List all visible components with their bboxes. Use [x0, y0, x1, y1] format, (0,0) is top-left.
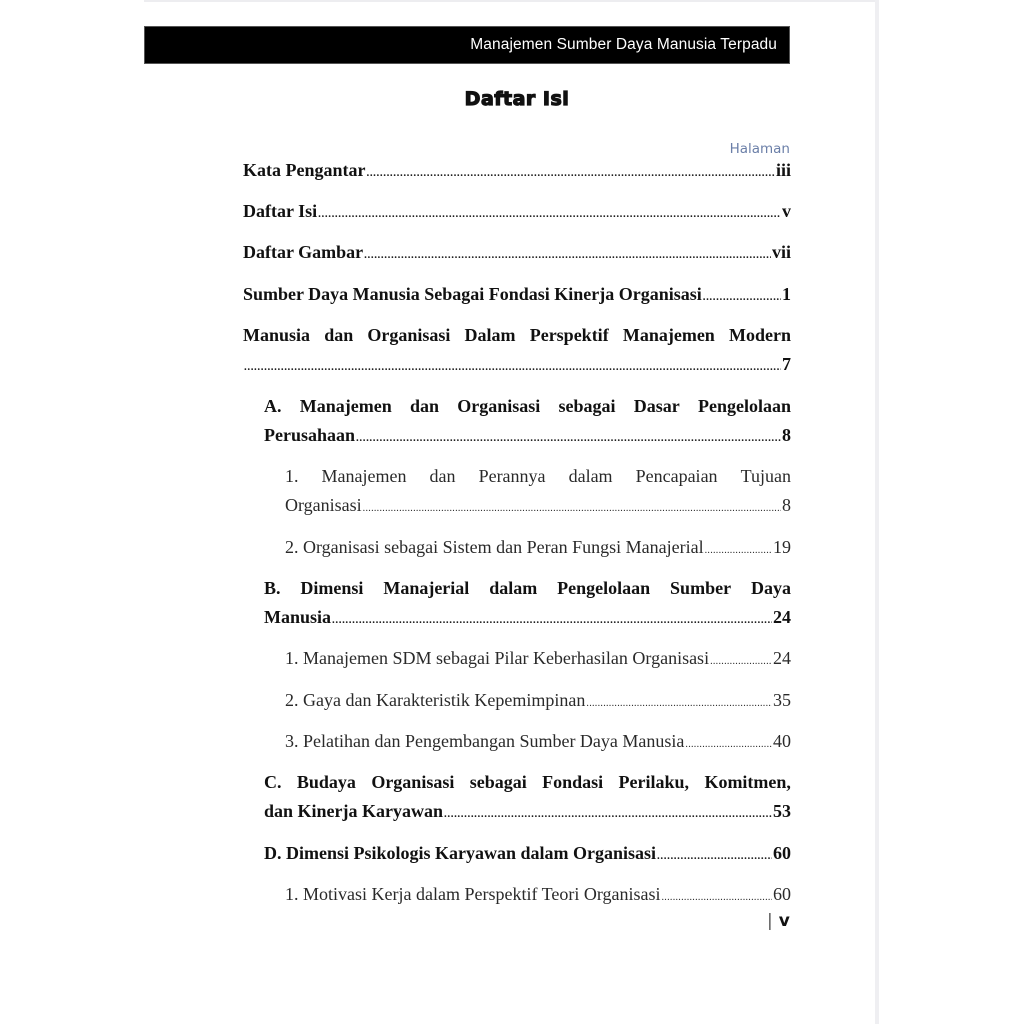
toc-entry[interactable]: [243, 160, 791, 189]
toc-entry-line: [264, 396, 791, 425]
page-right-edge: [875, 0, 879, 1024]
toc-entry-word: Dalam: [464, 325, 516, 345]
toc-entry-word: Organisasi: [371, 772, 455, 792]
toc-entry-line: [264, 772, 791, 801]
toc-entry-word: Fondasi: [542, 772, 604, 792]
toc-entry-title: Manusia: [264, 607, 332, 627]
toc-entry-word: Organisasi: [367, 325, 451, 345]
toc-entry-line: [285, 648, 791, 677]
toc-entry-page-number: 53: [773, 801, 791, 821]
toc-entry-page-number: vii: [771, 242, 791, 262]
toc-entry[interactable]: [243, 242, 791, 271]
toc-entry[interactable]: [264, 772, 791, 830]
toc-entry-title: Kata Pengantar: [243, 160, 366, 180]
dot-leader: [685, 739, 772, 750]
toc-entry[interactable]: [264, 843, 791, 872]
toc-entry[interactable]: [264, 578, 791, 636]
toc-entry-title: Perusahaan: [264, 425, 356, 445]
toc-entry-title: 1. Motivasi Kerja dalam Perspektif Teori Organisasi: [285, 884, 661, 904]
dot-leader: [364, 249, 771, 261]
dot-leader: [332, 614, 772, 626]
toc-entry-word: Perannya: [478, 466, 546, 486]
toc-entry-word: 1.: [285, 466, 299, 486]
toc-entry-page-number: 60: [773, 843, 791, 863]
toc-entry-word: Tujuan: [740, 466, 791, 486]
toc-entry-page-number: 60: [773, 884, 791, 904]
dot-leader: [586, 698, 772, 709]
page-folio: [767, 911, 790, 931]
toc-entry-title: D. Dimensi Psikologis Karyawan dalam Organisasi: [264, 843, 657, 863]
toc-entry-word: dan: [429, 466, 456, 486]
dot-leader: [710, 656, 772, 667]
toc-entry[interactable]: [243, 325, 791, 383]
toc-entry-word: Manajerial: [383, 578, 470, 598]
toc-entry-page-number: 7: [782, 354, 791, 374]
toc-entry-page-number: v: [782, 201, 791, 221]
toc-entry-line: [243, 160, 791, 189]
page-top-edge: [144, 0, 878, 2]
toc-entry[interactable]: [285, 731, 791, 760]
dot-leader: [356, 432, 781, 444]
toc-entry-title: Daftar Gambar: [243, 242, 364, 262]
toc-entry-title: Organisasi: [285, 495, 362, 515]
toc-entry-page-number: 24: [773, 648, 791, 668]
toc-entry-word: Manajemen: [622, 325, 715, 345]
toc-entry[interactable]: [264, 396, 791, 454]
toc-entry-line: [285, 731, 791, 760]
toc-entry-line: [264, 578, 791, 607]
toc-entry-word: Manajemen: [321, 466, 407, 486]
dot-leader: [363, 503, 781, 514]
toc-entry-word: Pengelolaan: [697, 396, 791, 416]
toc-entry-word: Dasar: [633, 396, 680, 416]
toc-entry-title: 2. Organisasi sebagai Sistem dan Peran Fungsi Manajerial: [285, 537, 704, 557]
toc-entry-line: [243, 354, 791, 383]
toc-entry[interactable]: [243, 284, 791, 313]
toc-entry-line: [243, 325, 791, 354]
toc-entry-line: [243, 284, 791, 313]
toc-entry-word: Komitmen,: [704, 772, 791, 792]
toc-entry-title: 1. Manajemen SDM sebagai Pilar Keberhasilan Organisasi: [285, 648, 710, 668]
toc-entry-page-number: iii: [775, 160, 791, 180]
toc-entry[interactable]: [285, 537, 791, 566]
dot-leader: [662, 892, 773, 903]
folio-page-number: v: [778, 911, 790, 931]
toc-entry-line: [264, 607, 791, 636]
toc-entry[interactable]: [285, 648, 791, 677]
toc-entry-word: Perilaku,: [618, 772, 690, 792]
toc-entry-word: dan: [409, 396, 439, 416]
toc-entry-page-number: 1: [782, 284, 791, 304]
toc-entry-line: [285, 466, 791, 495]
folio-separator: |: [767, 911, 773, 931]
toc-entry-word: Pengelolaan: [557, 578, 651, 598]
toc-entry-word: C.: [264, 772, 282, 792]
toc-entry[interactable]: [285, 466, 791, 524]
toc-entry[interactable]: [285, 690, 791, 719]
toc-entry-line: [243, 242, 791, 271]
dot-leader: [657, 850, 772, 862]
dot-leader: [703, 291, 781, 303]
dot-leader: [318, 208, 781, 220]
toc-entry-word: Perspektif: [529, 325, 609, 345]
toc-entry-line: [243, 201, 791, 230]
toc-entry-line: [285, 495, 791, 524]
toc-entry-title: Daftar Isi: [243, 201, 318, 221]
toc-entry-word: Organisasi: [457, 396, 541, 416]
dot-leader: [366, 167, 775, 179]
toc-entry-word: sebagai: [558, 396, 616, 416]
running-header-title: Manajemen Sumber Daya Manusia Terpadu: [470, 36, 777, 53]
page-title: Daftar Isi: [464, 88, 570, 110]
toc-entry-page-number: 8: [782, 495, 791, 515]
toc-entry-word: dalam: [568, 466, 613, 486]
toc-entry-line: [285, 690, 791, 719]
toc-entry-word: Budaya: [296, 772, 356, 792]
toc-entry-page-number: 40: [773, 731, 791, 751]
toc-entry-word: Pencapaian: [635, 466, 718, 486]
toc-entry-word: Manajemen: [299, 396, 392, 416]
toc-entry-page-number: 8: [782, 425, 791, 445]
toc-entry-line: [285, 884, 791, 913]
toc-entry-word: sebagai: [469, 772, 527, 792]
toc-entry-word: Dimensi: [300, 578, 364, 598]
toc-entry-word: dalam: [489, 578, 538, 598]
toc-entry-word: dan: [324, 325, 354, 345]
toc-entry-page-number: 35: [773, 690, 791, 710]
page-column-label: Halaman: [729, 141, 790, 157]
toc-entry-word: A.: [264, 396, 282, 416]
toc-entry-title: Sumber Daya Manusia Sebagai Fondasi Kinerja Organisasi: [243, 284, 702, 304]
toc-entry-word: Sumber: [670, 578, 732, 598]
toc-entry-line: [264, 801, 791, 830]
toc-entry-title: 3. Pelatihan dan Pengembangan Sumber Daya Manusia: [285, 731, 685, 751]
running-header-bar: [144, 26, 790, 64]
toc-entry-word: B.: [264, 578, 281, 598]
toc-entry-line: [264, 843, 791, 872]
toc-entry[interactable]: [243, 201, 791, 230]
toc-entry-line: [285, 537, 791, 566]
toc-entry-line: [264, 425, 791, 454]
dot-leader: [705, 545, 772, 556]
dot-leader: [444, 808, 772, 820]
toc-entry-title: dan Kinerja Karyawan: [264, 801, 444, 821]
toc-entry-word: Daya: [750, 578, 791, 598]
toc-entry-page-number: 24: [773, 607, 791, 627]
toc-entry-word: Manusia: [243, 325, 311, 345]
toc-entry-title: 2. Gaya dan Karakteristik Kepemimpinan: [285, 690, 586, 710]
toc-entry[interactable]: [285, 884, 791, 913]
toc-entry-page-number: 19: [773, 537, 791, 557]
toc-entry-word: Modern: [728, 325, 791, 345]
dot-leader: [244, 361, 781, 373]
